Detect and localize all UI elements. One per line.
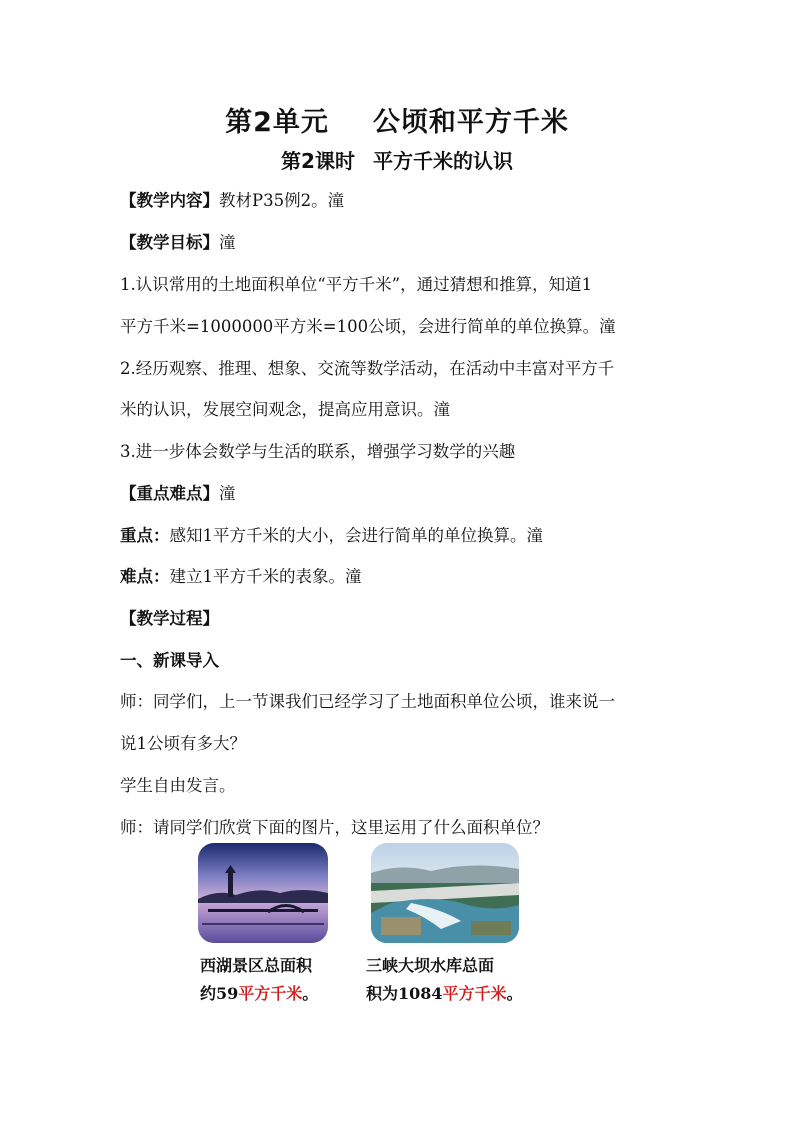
goal-1-line-a bbox=[120, 274, 690, 296]
goal-1-line-b bbox=[120, 316, 690, 338]
watermark-char: 潼 bbox=[219, 233, 236, 252]
student-line bbox=[120, 775, 690, 797]
three-gorges-unit: 平方千米 bbox=[442, 984, 507, 1003]
document-subtitle bbox=[0, 145, 794, 174]
unit-name: 公顷和平方千米 bbox=[372, 107, 569, 138]
key-heading bbox=[120, 483, 690, 505]
goal-3-text: 3.进一步体会数学与生活的联系，增强学习数学的兴趣 bbox=[120, 442, 516, 461]
goal-3-line bbox=[120, 441, 690, 463]
west-lake-caption-line2 bbox=[200, 980, 318, 1008]
key-point-line bbox=[120, 525, 690, 547]
teacher-text-1a: 师：同学们，上一节课我们已经学习了土地面积单位公顷，谁来说一 bbox=[120, 692, 615, 711]
teacher-text-2: 师：请同学们欣赏下面的图片，这里运用了什么面积单位？ bbox=[120, 818, 549, 837]
unit-label: 第2单元 bbox=[225, 107, 329, 138]
watermark-char: 潼 bbox=[599, 317, 616, 336]
process-heading bbox=[120, 608, 690, 630]
west-lake-value: 约59 bbox=[200, 984, 239, 1003]
teacher-line-2 bbox=[120, 817, 690, 839]
key-text: 感知1平方千米的大小，会进行简单的单位换算。 bbox=[169, 526, 527, 545]
diff-text: 建立1平方千米的表象。 bbox=[169, 567, 345, 586]
lesson-name: 平方千米的认识 bbox=[372, 149, 513, 173]
goal-2-line-a bbox=[120, 358, 690, 380]
teacher-text-1b: 说1公顷有多大？ bbox=[120, 734, 246, 753]
goal-2-text-a: 2.经历观察、推理、想象、交流等数学活动，在活动中丰富对平方千 bbox=[120, 359, 615, 378]
watermark-char: 潼 bbox=[433, 400, 450, 419]
west-lake-caption bbox=[200, 952, 318, 1008]
west-lake-unit: 平方千米 bbox=[238, 984, 303, 1003]
goals-heading bbox=[120, 232, 690, 254]
difficulty-line bbox=[120, 566, 690, 588]
content-text: 教材P35例2。 bbox=[219, 191, 328, 210]
west-lake-punct: 。 bbox=[302, 984, 319, 1003]
three-gorges-caption bbox=[366, 952, 523, 1008]
west-lake-photo bbox=[198, 843, 328, 943]
goal-1-text-b: 平方千米=1000000平方米=100公顷，会进行简单的单位换算。 bbox=[120, 317, 600, 336]
west-lake-caption-line1: 西湖景区总面积 bbox=[200, 956, 313, 975]
goals-label: 【教学目标】 bbox=[120, 233, 219, 252]
key-label: 【重点难点】 bbox=[120, 484, 219, 503]
section-heading bbox=[120, 650, 690, 672]
diff-prefix: 难点： bbox=[120, 567, 170, 586]
key-prefix: 重点： bbox=[120, 526, 170, 545]
section-1-label: 一、新课导入 bbox=[120, 651, 219, 670]
teacher-line-1a bbox=[120, 691, 690, 713]
watermark-char: 潼 bbox=[327, 191, 345, 210]
three-gorges-value: 积为1084 bbox=[366, 984, 443, 1003]
content-line bbox=[120, 190, 690, 212]
three-gorges-photo bbox=[371, 843, 519, 943]
goal-1-text-a: 1.认识常用的土地面积单位“平方千米”，通过猜想和推算，知道1 bbox=[120, 275, 593, 294]
teacher-line-1b bbox=[120, 733, 690, 755]
three-gorges-caption-line2 bbox=[366, 980, 523, 1008]
goal-2-line-b bbox=[120, 399, 690, 421]
three-gorges-caption-line1: 三峡大坝水库总面 bbox=[366, 956, 495, 975]
content-label: 【教学内容】 bbox=[120, 191, 219, 210]
watermark-char: 潼 bbox=[345, 567, 362, 586]
document-title bbox=[0, 100, 794, 139]
goal-2-text-b: 米的认识，发展空间观念，提高应用意识。 bbox=[120, 400, 434, 419]
three-gorges-punct: 。 bbox=[506, 984, 523, 1003]
student-text: 学生自由发言。 bbox=[120, 776, 236, 795]
watermark-char: 潼 bbox=[526, 526, 543, 545]
lesson-label: 第2课时 bbox=[281, 149, 355, 173]
watermark-char: 潼 bbox=[219, 484, 236, 503]
process-label: 【教学过程】 bbox=[120, 609, 219, 628]
